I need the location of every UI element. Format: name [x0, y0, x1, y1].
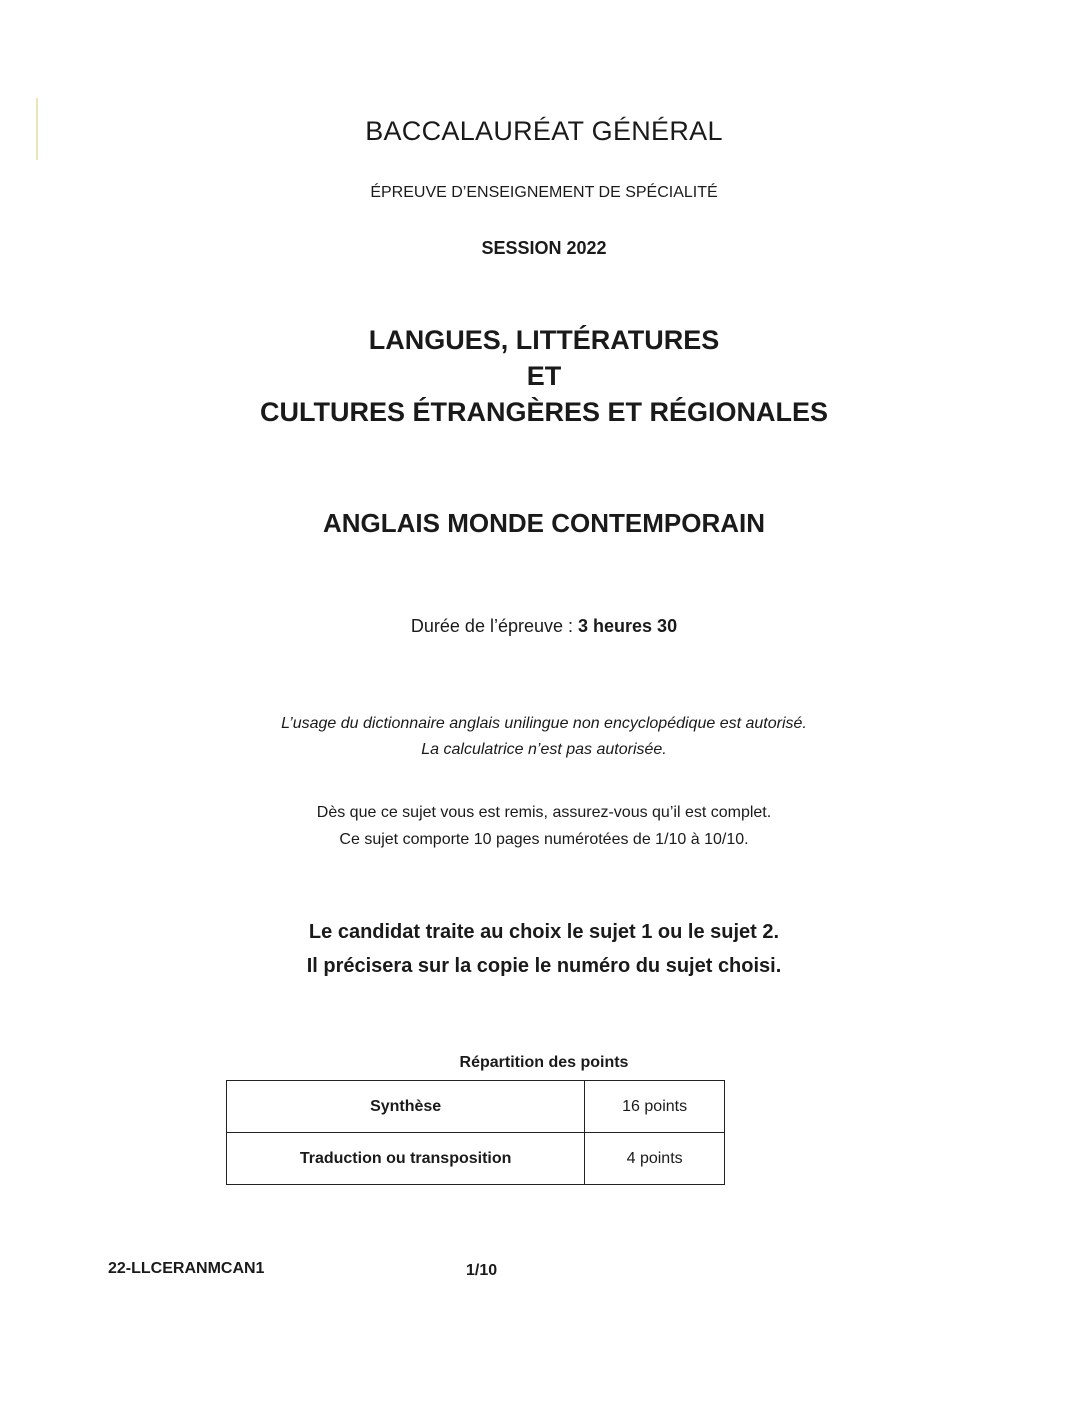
row-label: Traduction ou transposition — [227, 1133, 585, 1185]
exam-title: BACCALAURÉAT GÉNÉRAL — [365, 116, 723, 146]
rules — [0, 711, 1088, 763]
row-value: 4 points — [585, 1133, 725, 1185]
dictionary-rule: L’usage du dictionnaire anglais unilingue non encyclopédique est autorisé. — [281, 715, 807, 732]
subject-line-1: LANGUES, LITTÉRATURES — [368, 325, 720, 355]
subject-heading — [0, 322, 1088, 430]
instruction-line-2: Il précisera sur la copie le numéro du sujet choisi. — [306, 955, 782, 977]
points-table — [226, 1080, 725, 1185]
instruction-line-1: Le candidat traite au choix le sujet 1 ou le sujet 2. — [308, 921, 780, 943]
points-table-caption: Répartition des points — [459, 1054, 629, 1071]
duration — [0, 616, 1088, 637]
table-row — [227, 1133, 725, 1185]
duration-label: Durée de l’épreuve : — [410, 616, 579, 636]
speciality-title: ANGLAIS MONDE CONTEMPORAIN — [323, 508, 765, 538]
candidate-instructions — [0, 915, 1088, 983]
check-line-1: Dès que ce sujet vous est remis, assurez-vous qu’il est complet. — [316, 804, 772, 821]
page-number: 1/10 — [466, 1262, 498, 1279]
duration-value: 3 heures 30 — [578, 616, 678, 636]
row-label: Synthèse — [227, 1081, 585, 1133]
session-label: SESSION 2022 — [481, 238, 607, 258]
subject-line-2: ET — [526, 361, 562, 391]
calculator-rule: La calculatrice n’est pas autorisée. — [421, 741, 667, 758]
document-code: 22-LLCERANMCAN1 — [108, 1260, 265, 1277]
table-row — [227, 1081, 725, 1133]
exam-type: ÉPREUVE D’ENSEIGNEMENT DE SPÉCIALITÉ — [370, 184, 718, 201]
completeness-check — [0, 799, 1088, 853]
row-value: 16 points — [585, 1081, 725, 1133]
subject-line-3: CULTURES ÉTRANGÈRES ET RÉGIONALES — [259, 397, 829, 427]
check-line-2: Ce sujet comporte 10 pages numérotées de 1/10 à 10/10. — [339, 831, 749, 848]
